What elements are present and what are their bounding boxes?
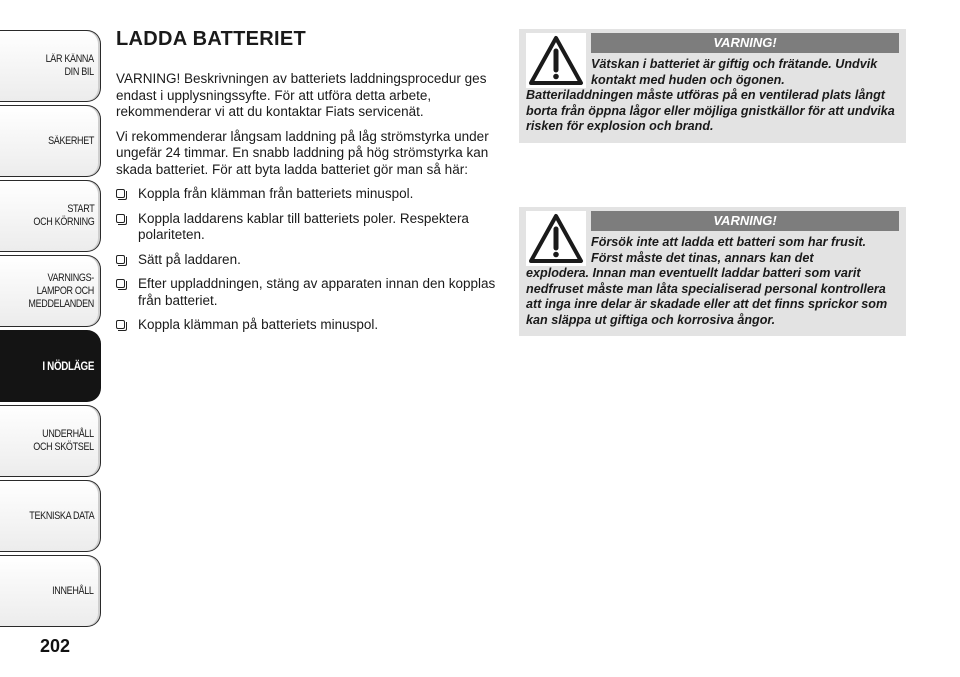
page-number: 202 [40,636,71,656]
checkbox-bullet-icon [116,320,125,329]
tab-varningslampor[interactable] [0,255,101,327]
warning-icon-frame [526,33,586,88]
list-item [116,276,500,309]
list-item [116,252,500,269]
tab-start-och-korning[interactable] [0,180,101,252]
list-item-text: Sätt på laddaren. [138,251,241,267]
warning-triangle-icon [528,35,584,86]
tab-label: TEKNISKA DATA [28,509,94,522]
list-item [116,317,500,334]
warning-title: VARNING! [591,211,899,231]
checkbox-bullet-icon [116,255,125,264]
warning-title: VARNING! [591,33,899,53]
tab-label: VARNINGS- LAMPOR OCH MEDDELANDEN [28,271,94,310]
warning-icon-frame [526,211,586,266]
warning-text-indented: Försök inte att ladda ett batteri som har frusit. Först måste det tinas, annars kan det [591,235,867,265]
tab-label: LÄR KÄNNA DIN BIL [45,53,94,78]
list-item-text: Efter uppladdningen, stäng av apparaten innan den kopplas från batteriet. [138,276,496,308]
tab-label: SÄKERHET [48,134,94,147]
warning-box [519,29,906,143]
tab-sakerhet[interactable] [0,105,101,177]
tab-i-nodlage[interactable] [0,330,101,402]
tab-label: INNEHÅLL [52,584,94,597]
chapter-tabs [0,30,101,630]
warning-header [526,33,899,90]
warning-triangle-icon [528,213,584,264]
main-content [116,28,500,342]
paragraph: Vi rekommenderar långsam laddning på låg strömstyrka under ungefär 24 timmar. En snabb laddning på hög strömstyrka kan skada batteriet. För att byta ladda batteriet gör man så här: [116,128,489,177]
warning-text-full: Batteriladdningen måste utföras på en ventilerad plats långt borta från öppna lågor eller möjliga gnistkällor för att undvika risken för explosion och brand. [526,88,895,133]
paragraph: VARNING! Beskrivningen av batteriets laddningsprocedur ges endast i upplysningssyfte. För att utföra detta arbete, rekommenderar vi att du kontaktar Fiats servicenät. [116,71,487,119]
warning-box [519,207,906,336]
list-item [116,211,500,244]
tab-tekniska-data[interactable] [0,480,101,552]
tab-label: START OCH KÖRNING [32,203,94,228]
list-item-text: Koppla laddarens kablar till batteriets poler. Respektera polariteten. [138,210,469,242]
warning-header [526,211,899,268]
warning-text-full: explodera. Innan man eventuellt laddar batteri som varit nedfruset måste man låta specialiserad personal kontrollera att inga inre delar är skadade eller att det finns sprickor som kan släppa ut giftiga och korrosiva ångor. [526,266,888,327]
tab-lar-kanna-din-bil[interactable] [0,30,101,102]
checkbox-bullet-icon [116,279,125,288]
tab-label: UNDERHÅLL OCH SKÖTSEL [33,428,94,453]
list-item-text: Koppla från klämman från batteriets minuspol. [138,186,414,201]
checkbox-bullet-icon [116,189,125,198]
list-item [116,186,500,203]
steps-list [116,186,500,334]
tab-underhall-och-skotsel[interactable] [0,405,101,477]
tab-label: I NÖDLÄGE [42,358,94,373]
list-item-text: Koppla klämman på batteriets minuspol. [138,317,379,332]
page-title: LADDA BATTERIET [116,28,307,50]
warning-text-indented: Vätskan i batteriet är giftig och frätande. Undvik kontakt med huden och ögonen. [591,57,878,87]
tab-innehall[interactable] [0,555,101,627]
checkbox-bullet-icon [116,214,125,223]
